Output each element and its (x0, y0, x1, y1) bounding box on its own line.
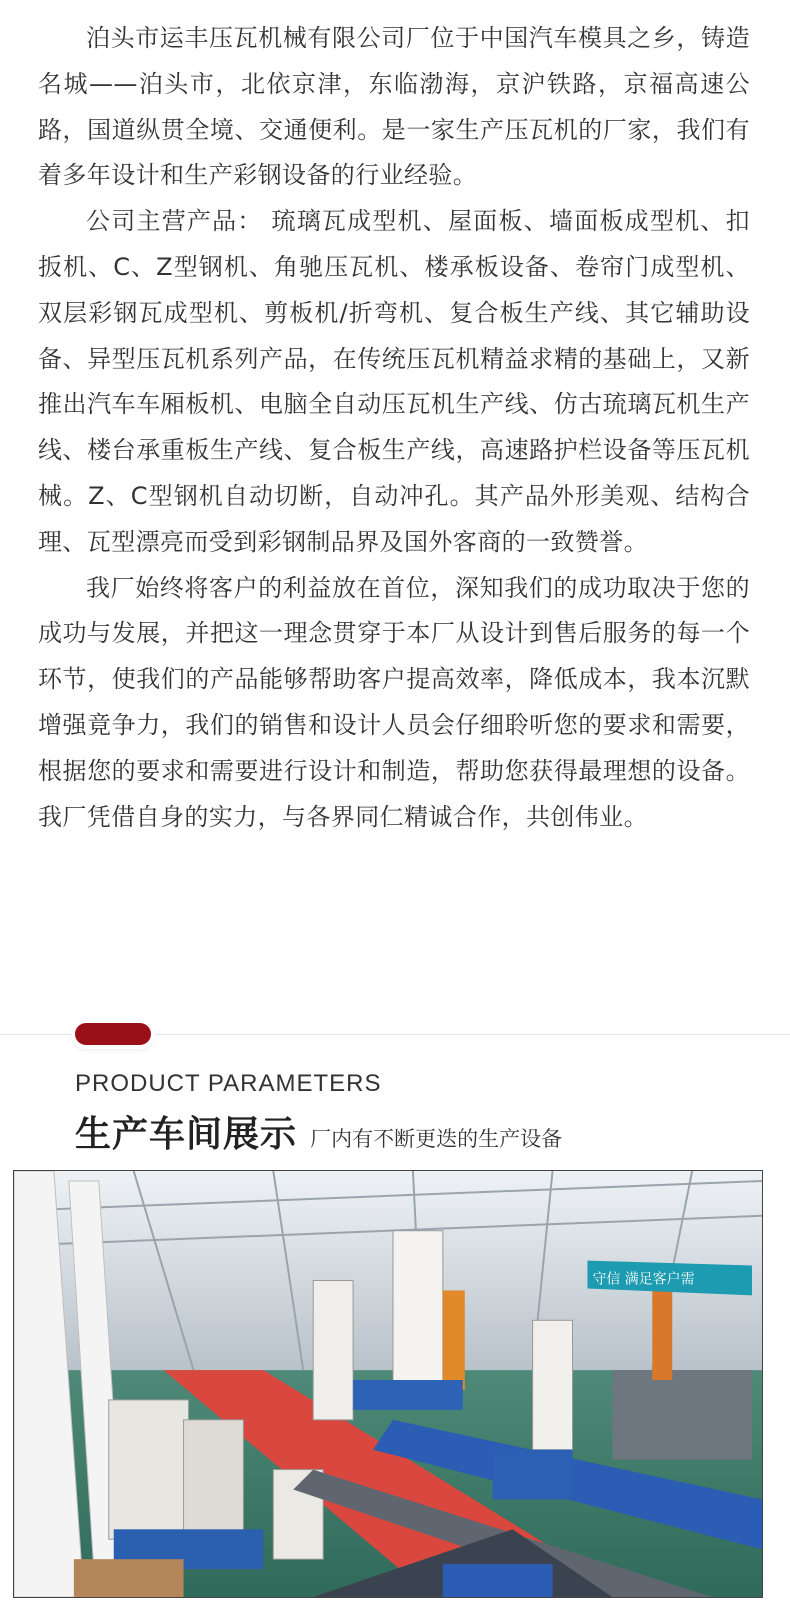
intro-paragraph-3: 我厂始终将客户的利益放在首位，深知我们的成功取决于您的成功与发展，并把这一理念贯穿于本厂从设计到售后服务的每一个环节，使我们的产品能够帮助客户提高效率，降低成本，我本沉默增强竟争力，我们的销售和设计人员会仔细聆听您的要求和需要，根据您的要求和需要进行设计和制造，帮助您获得最理想的设备。我厂凭借自身的实力，与各界同仁精诚合作，共创伟业。 (38, 573, 750, 831)
intro-paragraph-2: 公司主营产品： 琉璃瓦成型机、屋面板、墙面板成型机、扣扳机、C、Z型钢机、角驰压瓦机、楼承板设备、卷帘门成型机、双层彩钢瓦成型机、剪板机/折弯机、复合板生产线、其它辅助设备、异型压瓦机系列产品，在传统压瓦机精益求精的基础上，又新推出汽车车厢板机、电脑全自动压瓦机生产线、仿古琉璃瓦机生产线、楼台承重板生产线、复合板生产线，高速路护栏设备等压瓦机械。Z、C型钢机自动切断，自动冲孔。其产品外形美观、结构合理、瓦型漂亮而受到彩钢制品界及国外客商的一致赞誉。 (38, 207, 750, 556)
workshop-illustration (14, 1171, 762, 1597)
section-title: 生产车间展示 (75, 1114, 298, 1155)
workshop-photo (13, 1170, 763, 1598)
section-subtitle: 厂内有不断更迭的生产设备 (310, 1127, 563, 1151)
section-heading (75, 1106, 562, 1157)
company-intro (38, 16, 750, 840)
intro-paragraph-1: 泊头市运丰压瓦机械有限公司厂位于中国汽车模具之乡，铸造名城——泊头市，北依京津，东临渤海，京沪铁路，京福高速公路，国道纵贯全境、交通便利。是一家生产压瓦机的厂家，我们有着多年设计和生产彩钢设备的行业经验。 (38, 24, 750, 190)
workshop-banner-text: 守信 满足客户需 (592, 1271, 695, 1288)
section-en-label: PRODUCT PARAMETERS (75, 1070, 382, 1097)
section-accent-bar (75, 1023, 151, 1045)
